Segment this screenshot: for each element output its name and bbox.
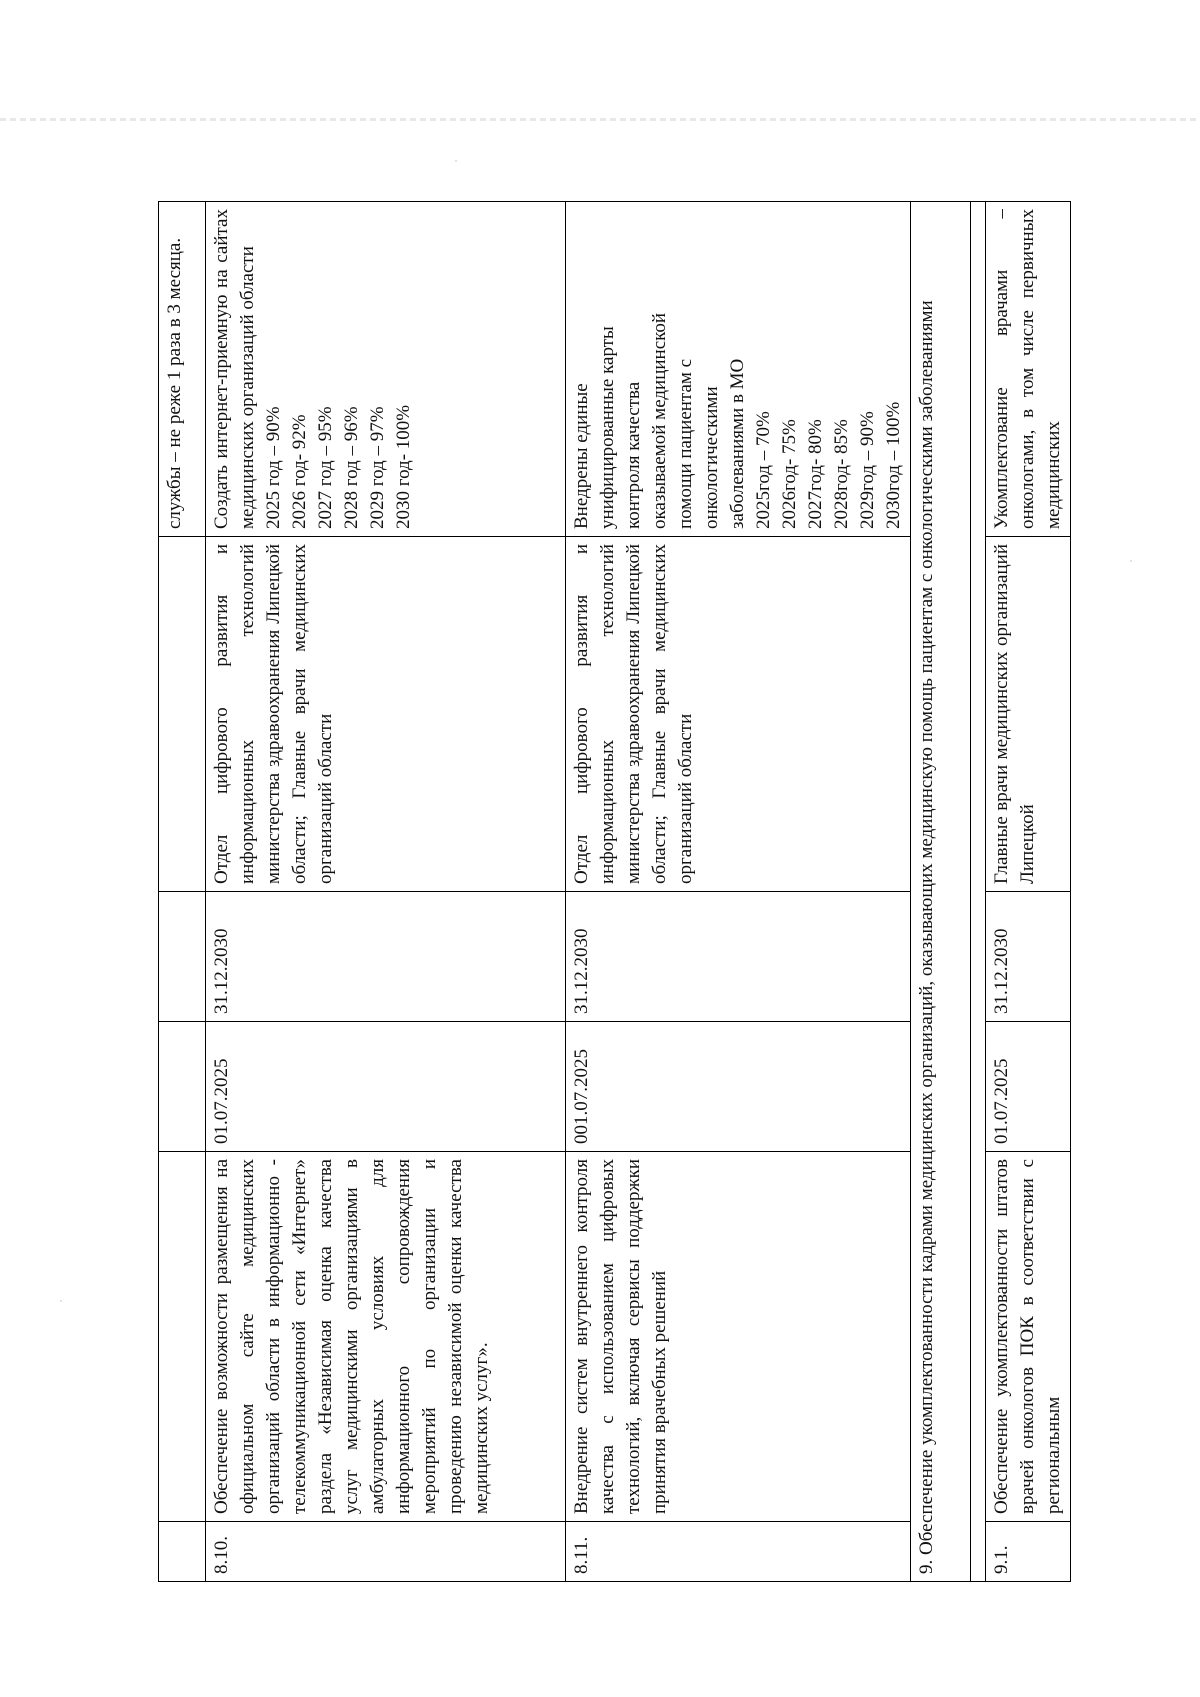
result-line: контроля качества — [623, 381, 644, 529]
measure-cell — [986, 1152, 1071, 1522]
scan-speck — [1130, 560, 1132, 562]
row-gap — [971, 202, 986, 1582]
measure-text: Обеспечение возможности размещения на официальном сайте медицинских организаций области в информационно - телекоммуникационной сети «Интернет» раздела «Независимая оценка качества услуг медицинскими организациями в амбулаторных условиях для информационного сопровождения мероприятий по организации и проведению независимой оценки качества медицинских услуг». — [206, 1152, 566, 1522]
result-line: оказываемой медицинской — [649, 312, 670, 529]
section-9-title: 9. Обеспечение укомплектованности кадрами медицинских организаций, оказывающих медицинскую помощь пациентам с онкологическими заболеваниями — [911, 202, 971, 1582]
measure-text: Внедрение систем внутреннего контроля качества с использованием цифровых технологий, включая сервисы поддержки принятия врачебных решений — [566, 1152, 911, 1522]
end-date: 31.12.2030 — [566, 892, 911, 1022]
responsible-text: Отдел цифрового развития и информационных технологий министерства здравоохранения Липецкой области; Главные врачи медицинских организаций области — [206, 537, 566, 892]
measure-text: Обеспечение укомплектованности штатов врачей онкологов ПОК в соответствии с региональным — [991, 1159, 1064, 1514]
result-line: заболеваниями в МО — [727, 358, 748, 529]
responsible-cell — [986, 537, 1071, 892]
end-date: 31.12.2030 — [991, 928, 1012, 1014]
result-cell: службы – не реже 1 раза в 3 месяца. — [159, 202, 206, 537]
result-line: 2026год- 75% — [779, 419, 800, 529]
scan-speck — [455, 160, 457, 162]
start-date: 01.07.2025 — [206, 1022, 566, 1152]
end-date-cell — [159, 892, 206, 1022]
rotated-page — [158, 202, 1064, 1582]
result-line: 2026 год- 92% — [289, 414, 310, 529]
result-line: 2025 год – 90% — [263, 406, 284, 529]
result-text — [566, 202, 911, 537]
row-number — [986, 1522, 1071, 1582]
end-date: 31.12.2030 — [206, 892, 566, 1022]
result-text — [206, 202, 566, 537]
row-number: 8.10. — [206, 1522, 566, 1582]
scan-artifact-line — [0, 118, 1200, 121]
responsible-cell — [159, 537, 206, 892]
table-row — [566, 202, 911, 1582]
table-row — [206, 202, 566, 1582]
result-line: 2029год – 90% — [857, 411, 878, 529]
result-line: 2025год – 70% — [753, 411, 774, 529]
start-date: 001.07.2025 — [566, 1022, 911, 1152]
result-line: 2027 год – 95% — [315, 406, 336, 529]
num-cell — [159, 1522, 206, 1582]
start-date-cell — [986, 1022, 1071, 1152]
result-line: 2028год- 85% — [831, 419, 852, 529]
result-line: Создать интернет-приемную на сайтах медицинских организаций области — [211, 209, 258, 529]
result-line: онкологическими — [701, 386, 722, 529]
result-text: Укомплектование врачами – онкологами, в том числе первичных медицинских — [991, 209, 1064, 529]
result-line: 2028 год – 96% — [341, 406, 362, 529]
row-number: 8.11. — [566, 1522, 911, 1582]
section-heading-row — [911, 202, 971, 1582]
result-line: 2029 год – 97% — [367, 406, 388, 529]
result-line: 2027год- 80% — [805, 419, 826, 529]
start-date-cell — [159, 1022, 206, 1152]
measures-table — [158, 201, 1071, 1582]
result-line: унифицированные карты — [597, 326, 618, 529]
table-row-continuation — [159, 202, 206, 1582]
result-line: 2030 год- 100% — [393, 404, 414, 529]
measure-cell — [159, 1152, 206, 1522]
responsible-text: Отдел цифрового развития и информационных технологий министерства здравоохранения Липецкой области; Главные врачи медицинских организаций области — [566, 537, 911, 892]
result-cell — [986, 202, 1071, 537]
scan-speck — [60, 1300, 62, 1302]
result-line: помощи пациентам с — [675, 358, 696, 529]
result-line: Внедрены единые — [571, 383, 592, 529]
result-line: 2030год – 100% — [883, 401, 904, 529]
end-date-cell — [986, 892, 1071, 1022]
table-row — [986, 202, 1071, 1582]
start-date: 01.07.2025 — [991, 1058, 1012, 1144]
responsible-text: Главные врачи медицинских организаций Липецкой — [991, 544, 1038, 884]
row-number-text: 9.1. — [991, 1545, 1012, 1574]
